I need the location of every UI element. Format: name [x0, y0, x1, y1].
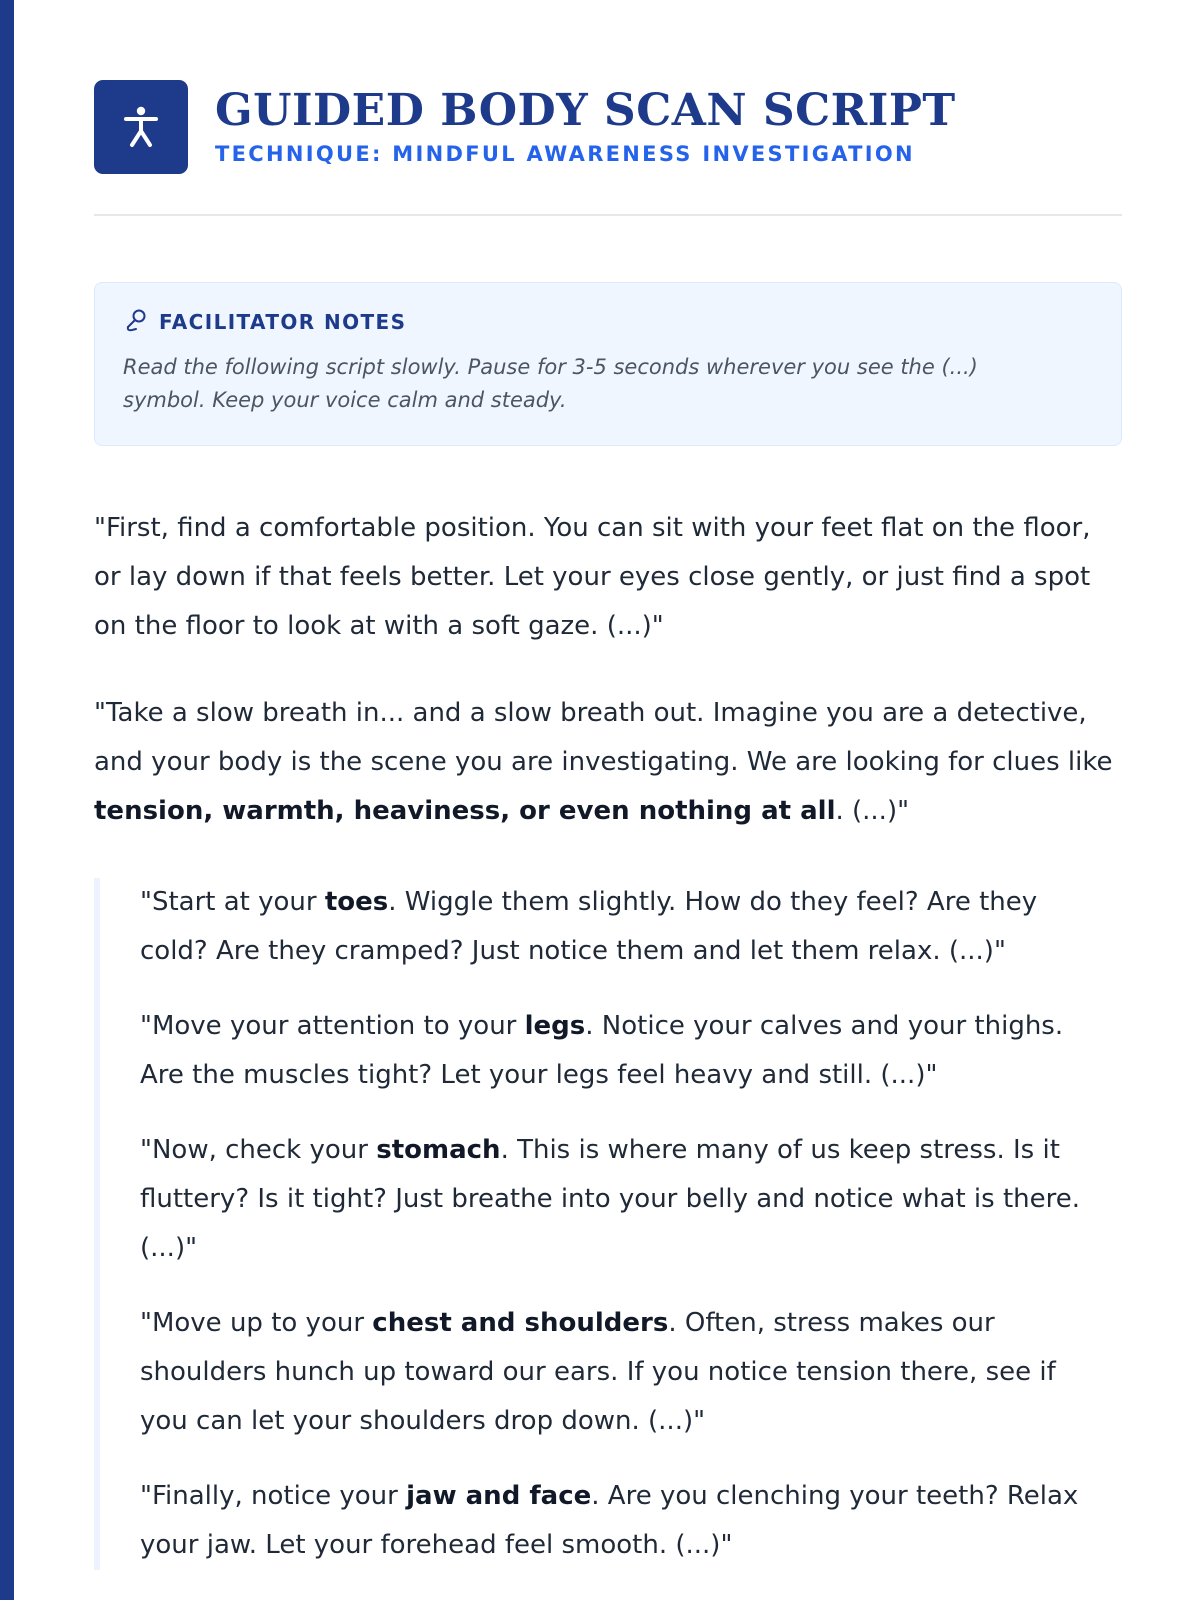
notes-header: [123, 309, 1093, 335]
step-text: . Are you clenching your teeth? Relax your jaw. Let your forehead feel smooth. (...)": [140, 1481, 1079, 1560]
notes-title: FACILITATOR NOTES: [159, 310, 407, 334]
document-content: [94, 80, 1122, 1596]
paragraph-text: "Take a slow breath in... and a slow breath out. Imagine you are a detective, and your body is the scene you are investigating. We are looking for clues like: [94, 698, 1113, 777]
step-body-part: jaw and face: [406, 1481, 592, 1511]
scan-step-legs: [140, 1002, 1082, 1100]
notes-body: Read the following script slowly. Pause for 3-5 seconds wherever you see the (...) symbol. Keep your voice calm and steady.: [123, 355, 978, 412]
step-body-part: stomach: [376, 1135, 501, 1165]
step-text: . Wiggle them slightly. How do they feel? Are they cold? Are they cramped? Just notice them and let them relax. (...)": [140, 887, 1038, 966]
page-title: GUIDED BODY SCAN SCRIPT: [215, 85, 956, 136]
step-text: "Now, check your: [140, 1135, 377, 1165]
scan-step-stomach: [140, 1126, 1082, 1273]
paragraph-text: . (...)": [835, 796, 910, 826]
script-paragraph: "First, find a comfortable position. You can sit with your feet flat on the floor, or lay down if that feels better. Let your eyes close gently, or just find a spot on the floor to look at with a soft gaze. (...)": [94, 513, 1091, 641]
step-text: . This is where many of us keep stress. Is it fluttery? Is it tight? Just breathe into your belly and notice what is there. (...)": [140, 1135, 1080, 1263]
script-paragraph: [94, 689, 1122, 836]
header-titles: [215, 87, 956, 167]
facilitator-notes-box: [94, 282, 1122, 446]
mic-icon: [123, 307, 149, 337]
document-header: [94, 80, 1122, 174]
step-text: . Notice your calves and your thighs. Are the muscles tight? Let your legs feel heavy and still. (...)": [140, 1011, 1064, 1090]
step-text: "Start at your: [140, 887, 325, 917]
step-text: . Often, stress makes our shoulders hunch up toward our ears. If you notice tension there, see if you can let your shoulders drop down. (...)": [140, 1308, 1056, 1436]
body-scan-steps: [94, 878, 1082, 1570]
step-text: "Move up to your: [140, 1308, 373, 1338]
scan-step-chest-shoulders: [140, 1299, 1082, 1446]
paragraph-emphasis: tension, warmth, heaviness, or even nothing at all: [94, 796, 836, 826]
header-divider: [94, 214, 1122, 216]
step-body-part: toes: [324, 887, 389, 917]
scan-step-toes: [140, 878, 1082, 976]
step-text: "Finally, notice your: [140, 1481, 407, 1511]
left-accent-bar: [0, 0, 14, 1600]
step-text: "Move your attention to your: [140, 1011, 525, 1041]
accessibility-person-icon: [94, 80, 188, 174]
step-body-part: legs: [524, 1011, 586, 1041]
scan-step-jaw-face: [140, 1472, 1082, 1570]
step-body-part: chest and shoulders: [372, 1308, 669, 1338]
page-subtitle: TECHNIQUE: MINDFUL AWARENESS INVESTIGATION: [215, 142, 915, 166]
